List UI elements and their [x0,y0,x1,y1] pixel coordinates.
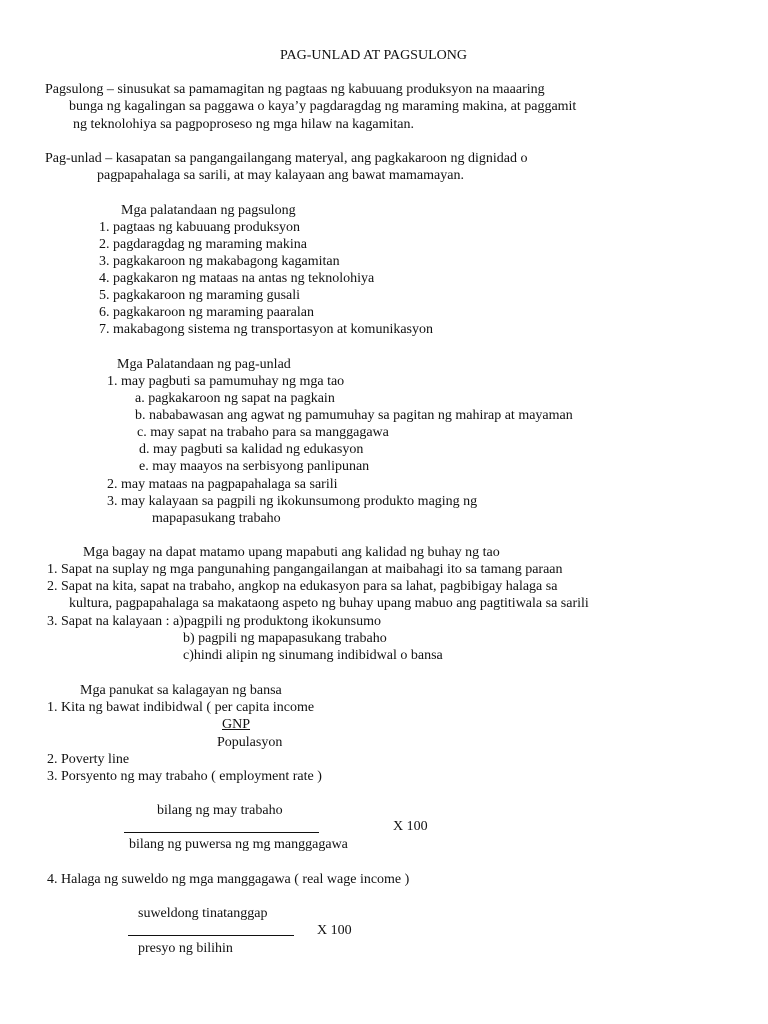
formula-denominator: bilang ng puwersa ng mg manggagawa [129,837,348,852]
list-item: 2. Poverty line [47,752,130,767]
list-item: 3. Porsyento ng may trabaho ( employment rate ) [47,769,322,784]
formula-denominator: presyo ng bilihin [138,941,233,956]
list-item: 7. makabagong sistema ng transportasyon at komunikasyon [99,322,433,337]
formula-numerator: suweldong tinatanggap [138,906,268,921]
pagsulong-def-line-3: ng teknolohiya sa pagpoproseso ng mga hilaw na kagamitan. [73,117,414,132]
list-item: 4. pagkakaron ng mataas na antas ng teknolohiya [99,271,375,286]
palatandaan-pagunlad-heading: Mga Palatandaan ng pag-unlad [117,357,291,372]
sub-list-item: d. may pagbuti sa kalidad ng edukasyon [139,442,364,457]
list-item: 1. pagtaas ng kabuuang produksyon [99,220,301,235]
list-item: 1. Kita ng bawat indibidwal ( per capita income [47,700,315,715]
formula-multiplier: X 100 [393,819,428,834]
formula-multiplier: X 100 [317,923,352,938]
list-item: 6. pagkakaroon ng maraming paaralan [99,305,314,320]
page-title: PAG-UNLAD AT PAGSULONG [280,48,467,63]
sub-list-item: b. nababawasan ang agwat ng pamumuhay sa pagitan ng mahirap at mayaman [135,408,573,423]
bagay-heading: Mga bagay na dapat matamo upang mapabuti ang kalidad ng buhay ng tao [83,545,500,560]
list-item: 3. pagkakaroon ng makabagong kagamitan [99,254,340,269]
list-item: 3. may kalayaan sa pagpili ng ikokunsumong produkto maging ng [107,494,478,509]
sub-list-item: c. may sapat na trabaho para sa manggagawa [137,425,389,440]
pagunlad-def-line-2: pagpapahalaga sa sarili, at may kalayaan ang bawat mamamayan. [97,168,464,183]
sub-list-item: a. pagkakaroon ng sapat na pagkain [135,391,335,406]
list-item: 4. Halaga ng suweldo ng mga manggagawa ( real wage income ) [47,872,410,887]
list-item: 1. may pagbuti sa pamumuhay ng mga tao [107,374,345,389]
palatandaan-pagsulong-heading: Mga palatandaan ng pagsulong [121,203,296,218]
fraction-bar [124,832,319,833]
list-item: 2. pagdaragdag ng maraming makina [99,237,307,252]
list-item-continuation: kultura, pagpapahalaga sa makataong aspeto ng buhay upang mabuo ang pagtitiwala sa sarili [69,596,589,611]
pagsulong-def-line-1: Pagsulong – sinusukat sa pamamagitan ng pagtaas ng kabuuang produksyon na maaaring [45,82,545,97]
formula-numerator: GNP [222,717,251,732]
list-item: 5. pagkakaroon ng maraming gusali [99,288,301,303]
list-item: 1. Sapat na suplay ng mga pangunahing pangangailangan at maibahagi ito sa tamang paraan [47,562,563,577]
panukat-heading: Mga panukat sa kalagayan ng bansa [80,683,282,698]
list-item: 2. may mataas na pagpapahalaga sa sarili [107,477,338,492]
list-item-continuation: mapapasukang trabaho [152,511,281,526]
sub-list-item: e. may maayos na serbisyong panlipunan [139,459,370,474]
pagsulong-def-line-2: bunga ng kagalingan sa paggawa o kaya’y pagdaragdag ng maraming makina, at paggamit [69,99,577,114]
fraction-bar [128,935,294,936]
list-item-continuation: b) pagpili ng mapapasukang trabaho [183,631,387,646]
formula-numerator: bilang ng may trabaho [157,803,283,818]
list-item: 3. Sapat na kalayaan : a)pagpili ng produktong ikokunsumo [47,614,381,629]
list-item: 2. Sapat na kita, sapat na trabaho, angkop na edukasyon para sa lahat, pagbibigay halaga sa [47,579,558,594]
list-item-continuation: c)hindi alipin ng sinumang indibidwal o bansa [183,648,443,663]
pagunlad-def-line-1: Pag-unlad – kasapatan sa pangangailangang materyal, ang pagkakaroon ng dignidad o [45,151,528,166]
formula-denominator: Populasyon [217,735,283,750]
